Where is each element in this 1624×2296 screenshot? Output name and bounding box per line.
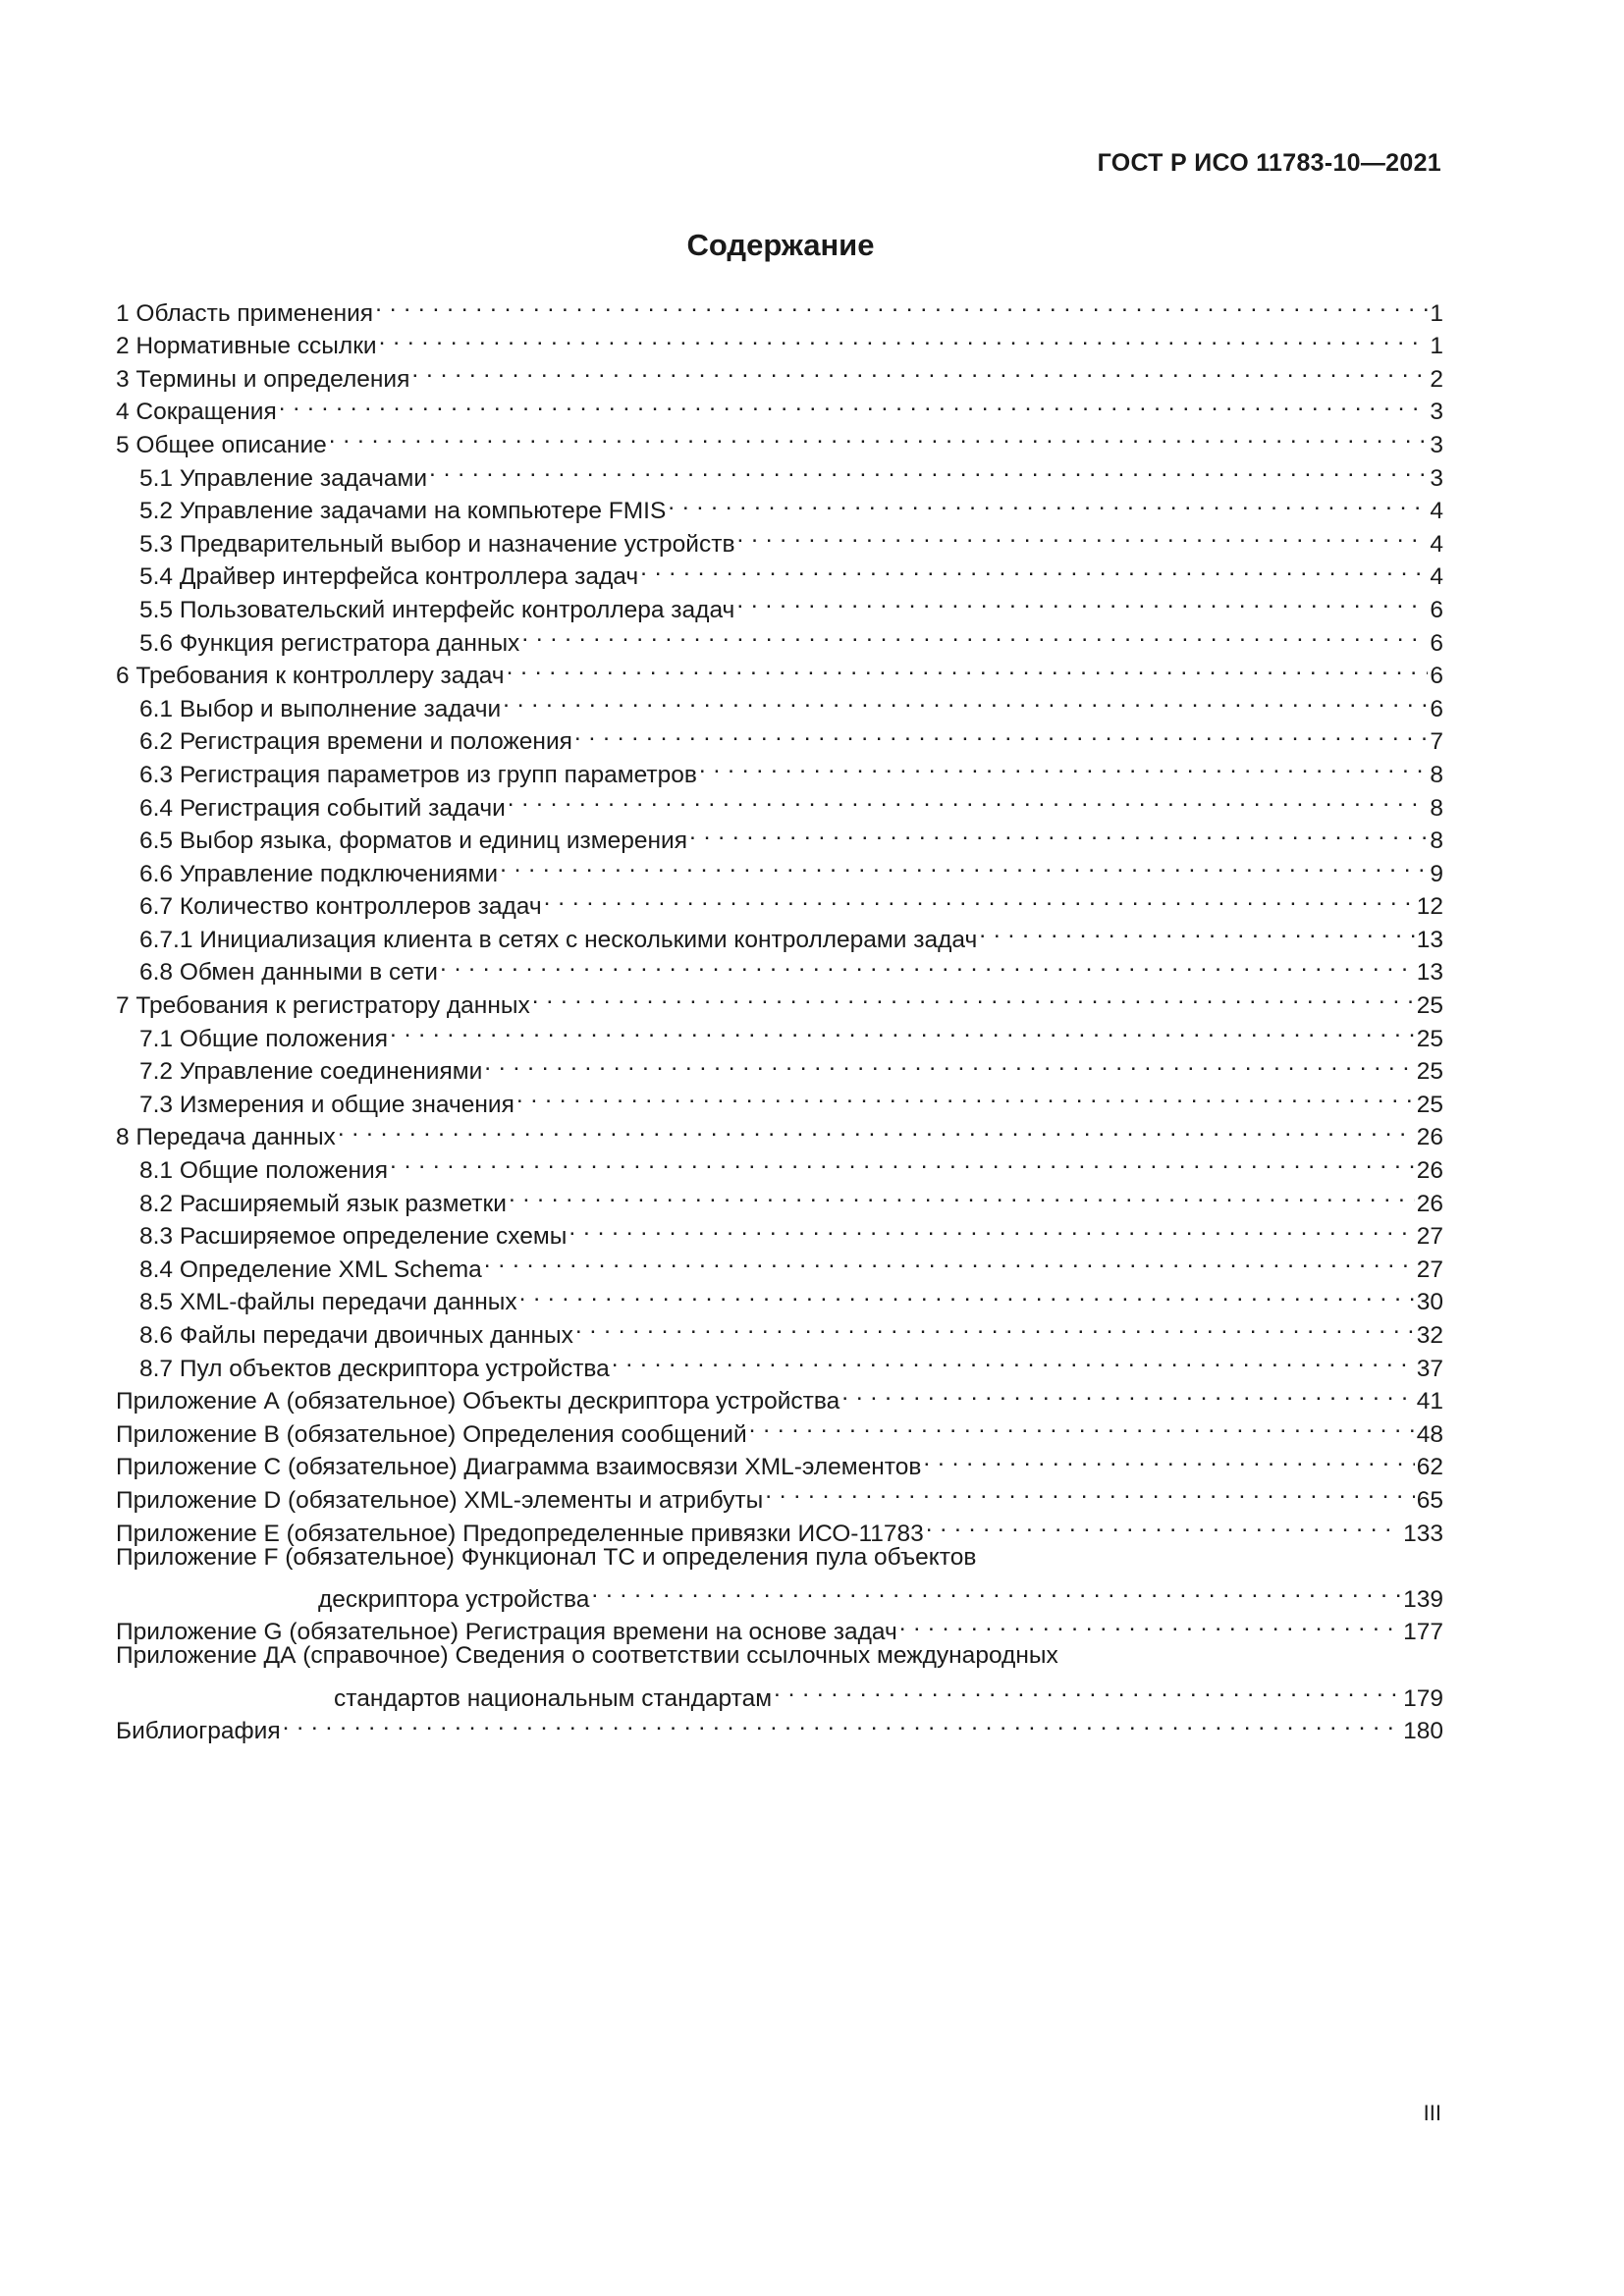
dot-leader bbox=[640, 552, 1428, 585]
toc-entry-title: 5.5 Пользовательский интерфейс контроллера задач bbox=[139, 596, 735, 623]
dot-leader bbox=[689, 816, 1428, 849]
toc-entry-page: 139 bbox=[1403, 1585, 1443, 1613]
toc-entry-page: 26 bbox=[1416, 1124, 1443, 1151]
page-number: III bbox=[1423, 2101, 1441, 2125]
toc-entry-page: 177 bbox=[1403, 1619, 1443, 1646]
dot-leader bbox=[440, 947, 1415, 981]
toc-entry-title: 6 Требования к контроллеру задач bbox=[116, 663, 505, 690]
toc-entry-page: 48 bbox=[1416, 1420, 1443, 1448]
toc-entry-title: 7.3 Измерения и общие значения bbox=[139, 1091, 514, 1118]
dot-leader bbox=[923, 1442, 1414, 1475]
toc-entry-page: 3 bbox=[1430, 399, 1443, 426]
toc-entry-page: 13 bbox=[1416, 926, 1443, 953]
toc-entry-title: 5.3 Предварительный выбор и назначение устройств bbox=[139, 530, 735, 558]
toc-entry-page: 6 bbox=[1430, 629, 1443, 657]
toc-entry-title: 8.7 Пул объектов дескриптора устройства bbox=[139, 1355, 610, 1382]
dot-leader bbox=[508, 782, 1429, 816]
toc-entry-title: 6.7 Количество контроллеров задач bbox=[139, 893, 542, 921]
dot-leader bbox=[979, 914, 1414, 947]
toc-entry bbox=[116, 1541, 1443, 1575]
toc-entry-page: 6 bbox=[1430, 695, 1443, 722]
toc-entry-page: 179 bbox=[1403, 1684, 1443, 1712]
toc-entry-page: 2 bbox=[1430, 365, 1443, 393]
toc-entry bbox=[116, 1607, 1443, 1646]
dot-leader bbox=[519, 1277, 1415, 1310]
dot-leader bbox=[521, 617, 1428, 651]
toc-entry-continuation bbox=[116, 1574, 1443, 1613]
dot-leader bbox=[774, 1673, 1401, 1706]
dot-leader bbox=[390, 1013, 1415, 1046]
toc-entry-page: 25 bbox=[1416, 1025, 1443, 1052]
dot-leader bbox=[736, 518, 1428, 552]
toc-entry-page: 8 bbox=[1430, 761, 1443, 788]
dot-leader bbox=[765, 1474, 1415, 1508]
toc-entry-title-continuation: стандартов национальным стандартам bbox=[334, 1684, 773, 1712]
standard-code: ГОСТ Р ИСО 11783-10—2021 bbox=[1097, 149, 1441, 177]
toc-entry bbox=[116, 1639, 1443, 1673]
toc-entry-title: 4 Сокращения bbox=[116, 399, 277, 426]
toc-entry-title: 8.1 Общие положения bbox=[139, 1157, 389, 1185]
toc-entry-title: 8.2 Расширяемый язык разметки bbox=[139, 1190, 507, 1217]
toc-entry-page: 6 bbox=[1430, 596, 1443, 623]
toc-entry-title: Приложение E (обязательное) Предопределенные привязки ИСО-11783 bbox=[116, 1520, 924, 1547]
dot-leader bbox=[390, 1145, 1415, 1178]
toc-entry-page: 4 bbox=[1430, 563, 1443, 591]
toc-entry-page: 25 bbox=[1416, 1091, 1443, 1118]
dot-leader bbox=[507, 651, 1429, 684]
toc-entry-page: 7 bbox=[1430, 728, 1443, 756]
toc-entry-page: 37 bbox=[1416, 1355, 1443, 1382]
toc-entry-title: 6.5 Выбор языка, форматов и единиц измерения bbox=[139, 828, 687, 855]
dot-leader bbox=[532, 980, 1415, 1013]
toc-entry-title-continuation: дескриптора устройства bbox=[318, 1585, 590, 1613]
toc-entry-title: 5.1 Управление задачами bbox=[139, 464, 428, 492]
toc-entry bbox=[116, 1706, 1443, 1745]
toc-entry-page: 8 bbox=[1430, 794, 1443, 822]
toc-entry-page: 3 bbox=[1430, 431, 1443, 458]
toc-entry-page: 9 bbox=[1430, 860, 1443, 887]
toc-entry-title: Приложение С (обязательное) Диаграмма взаимосвязи XML-элементов bbox=[116, 1454, 922, 1481]
dot-leader bbox=[279, 387, 1429, 420]
toc-entry-title: 8.3 Расширяемое определение схемы bbox=[139, 1223, 568, 1251]
toc-entry-page: 8 bbox=[1430, 828, 1443, 855]
toc-entry-title: 7.1 Общие положения bbox=[139, 1025, 389, 1052]
toc-entry-title: 6.6 Управление подключениями bbox=[139, 860, 499, 887]
dot-leader bbox=[736, 584, 1428, 617]
toc-entry-title: Приложение G (обязательное) Регистрация времени на основе задач bbox=[116, 1619, 897, 1646]
dot-leader bbox=[500, 848, 1428, 881]
toc-entry-page: 180 bbox=[1403, 1718, 1443, 1745]
toc-entry-page: 27 bbox=[1416, 1223, 1443, 1251]
toc-entry-page: 6 bbox=[1430, 663, 1443, 690]
toc-entry-title: Приложение В (обязательное) Определения сообщений bbox=[116, 1420, 747, 1448]
dot-leader bbox=[612, 1343, 1415, 1376]
toc-entry-page: 25 bbox=[1416, 1058, 1443, 1086]
toc-entry-title: Приложение F (обязательное) Функционал ТС и определения пула объектов bbox=[116, 1543, 977, 1571]
toc-entry-page: 4 bbox=[1430, 498, 1443, 525]
toc-entry-page: 4 bbox=[1430, 530, 1443, 558]
dot-leader bbox=[568, 1211, 1414, 1245]
dot-leader bbox=[841, 1376, 1414, 1410]
dot-leader bbox=[503, 683, 1428, 717]
toc-entry-title: 7 Требования к регистратору данных bbox=[116, 992, 530, 1020]
toc-entry-page: 41 bbox=[1416, 1388, 1443, 1415]
dot-leader bbox=[699, 749, 1428, 782]
dot-leader bbox=[926, 1508, 1401, 1541]
toc-entry-page: 30 bbox=[1416, 1289, 1443, 1316]
toc-entry-title: Приложение А (обязательное) Объекты дескриптора устройства bbox=[116, 1388, 840, 1415]
dot-leader bbox=[329, 419, 1429, 453]
dot-leader bbox=[544, 881, 1415, 915]
toc-entry-page: 25 bbox=[1416, 992, 1443, 1020]
toc-entry-title: 8.4 Определение XML Schema bbox=[139, 1255, 482, 1283]
dot-leader bbox=[379, 321, 1429, 354]
dot-leader bbox=[375, 288, 1428, 321]
dot-leader bbox=[516, 1079, 1415, 1112]
toc-entry-title: 6.4 Регистрация событий задачи bbox=[139, 794, 506, 822]
toc-entry-title: 8.5 XML-файлы передачи данных bbox=[139, 1289, 517, 1316]
toc-entry-page: 27 bbox=[1416, 1255, 1443, 1283]
toc-entry-title: 5 Общее описание bbox=[116, 431, 327, 458]
toc-entry bbox=[116, 288, 1443, 327]
toc-entry-page: 26 bbox=[1416, 1190, 1443, 1217]
toc-entry-title: 5.4 Драйвер интерфейса контроллера задач bbox=[139, 563, 639, 591]
dot-leader bbox=[484, 1244, 1415, 1277]
toc-entry-page: 26 bbox=[1416, 1157, 1443, 1185]
toc-entry-continuation bbox=[116, 1673, 1443, 1712]
dot-leader bbox=[429, 453, 1428, 486]
toc-entry bbox=[116, 387, 1443, 426]
dot-leader bbox=[899, 1607, 1401, 1640]
toc-entry-title: 6.3 Регистрация параметров из групп параметров bbox=[139, 761, 697, 788]
toc-entry-page: 3 bbox=[1430, 464, 1443, 492]
dot-leader bbox=[668, 486, 1428, 519]
toc-entry-page: 1 bbox=[1430, 299, 1443, 327]
toc-entry-title: 6.8 Обмен данными в сети bbox=[139, 959, 438, 987]
toc-entry-title: 5.2 Управление задачами на компьютере FMIS bbox=[139, 498, 667, 525]
toc-entry-page: 65 bbox=[1416, 1486, 1443, 1514]
toc-title: Содержание bbox=[686, 228, 875, 262]
toc-entry-page: 133 bbox=[1403, 1520, 1443, 1547]
toc-entry-page: 32 bbox=[1416, 1322, 1443, 1349]
toc-entry-title: Приложение D (обязательное) XML-элементы и атрибуты bbox=[116, 1486, 764, 1514]
dot-leader bbox=[575, 1309, 1415, 1343]
toc-entry-title: 8.6 Файлы передачи двоичных данных bbox=[139, 1322, 573, 1349]
dot-leader bbox=[574, 717, 1428, 750]
toc-entry-title: 8 Передача данных bbox=[116, 1124, 336, 1151]
toc-entry bbox=[116, 419, 1443, 458]
toc-entry-title: Приложение ДА (справочное) Сведения о соответствии ссылочных международных bbox=[116, 1642, 1058, 1670]
toc-entry-page: 12 bbox=[1416, 893, 1443, 921]
toc-entry-title: Библиография bbox=[116, 1718, 281, 1745]
dot-leader bbox=[749, 1409, 1415, 1442]
dot-leader bbox=[338, 1112, 1415, 1146]
toc-entry-title: 2 Нормативные ссылки bbox=[116, 333, 377, 360]
toc-entry-title: 6.1 Выбор и выполнение задачи bbox=[139, 695, 502, 722]
toc-entry-title: 6.2 Регистрация времени и положения bbox=[139, 728, 572, 756]
toc-entry-page: 1 bbox=[1430, 333, 1443, 360]
dot-leader bbox=[509, 1178, 1415, 1211]
dot-leader bbox=[484, 1046, 1414, 1080]
toc-entry-title: 7.2 Управление соединениями bbox=[139, 1058, 483, 1086]
dot-leader bbox=[591, 1574, 1401, 1607]
toc-entry-title: 1 Область применения bbox=[116, 299, 374, 327]
table-of-contents bbox=[116, 288, 1443, 1745]
toc-entry-title: 6.7.1 Инициализация клиента в сетях с несколькими контроллерами задач bbox=[139, 926, 978, 953]
toc-entry-title: 3 Термины и определения bbox=[116, 365, 410, 393]
toc-entry-page: 62 bbox=[1416, 1454, 1443, 1481]
toc-entry-page: 13 bbox=[1416, 959, 1443, 987]
dot-leader bbox=[283, 1706, 1402, 1739]
dot-leader bbox=[411, 353, 1428, 387]
toc-entry-title: 5.6 Функция регистратора данных bbox=[139, 629, 520, 657]
